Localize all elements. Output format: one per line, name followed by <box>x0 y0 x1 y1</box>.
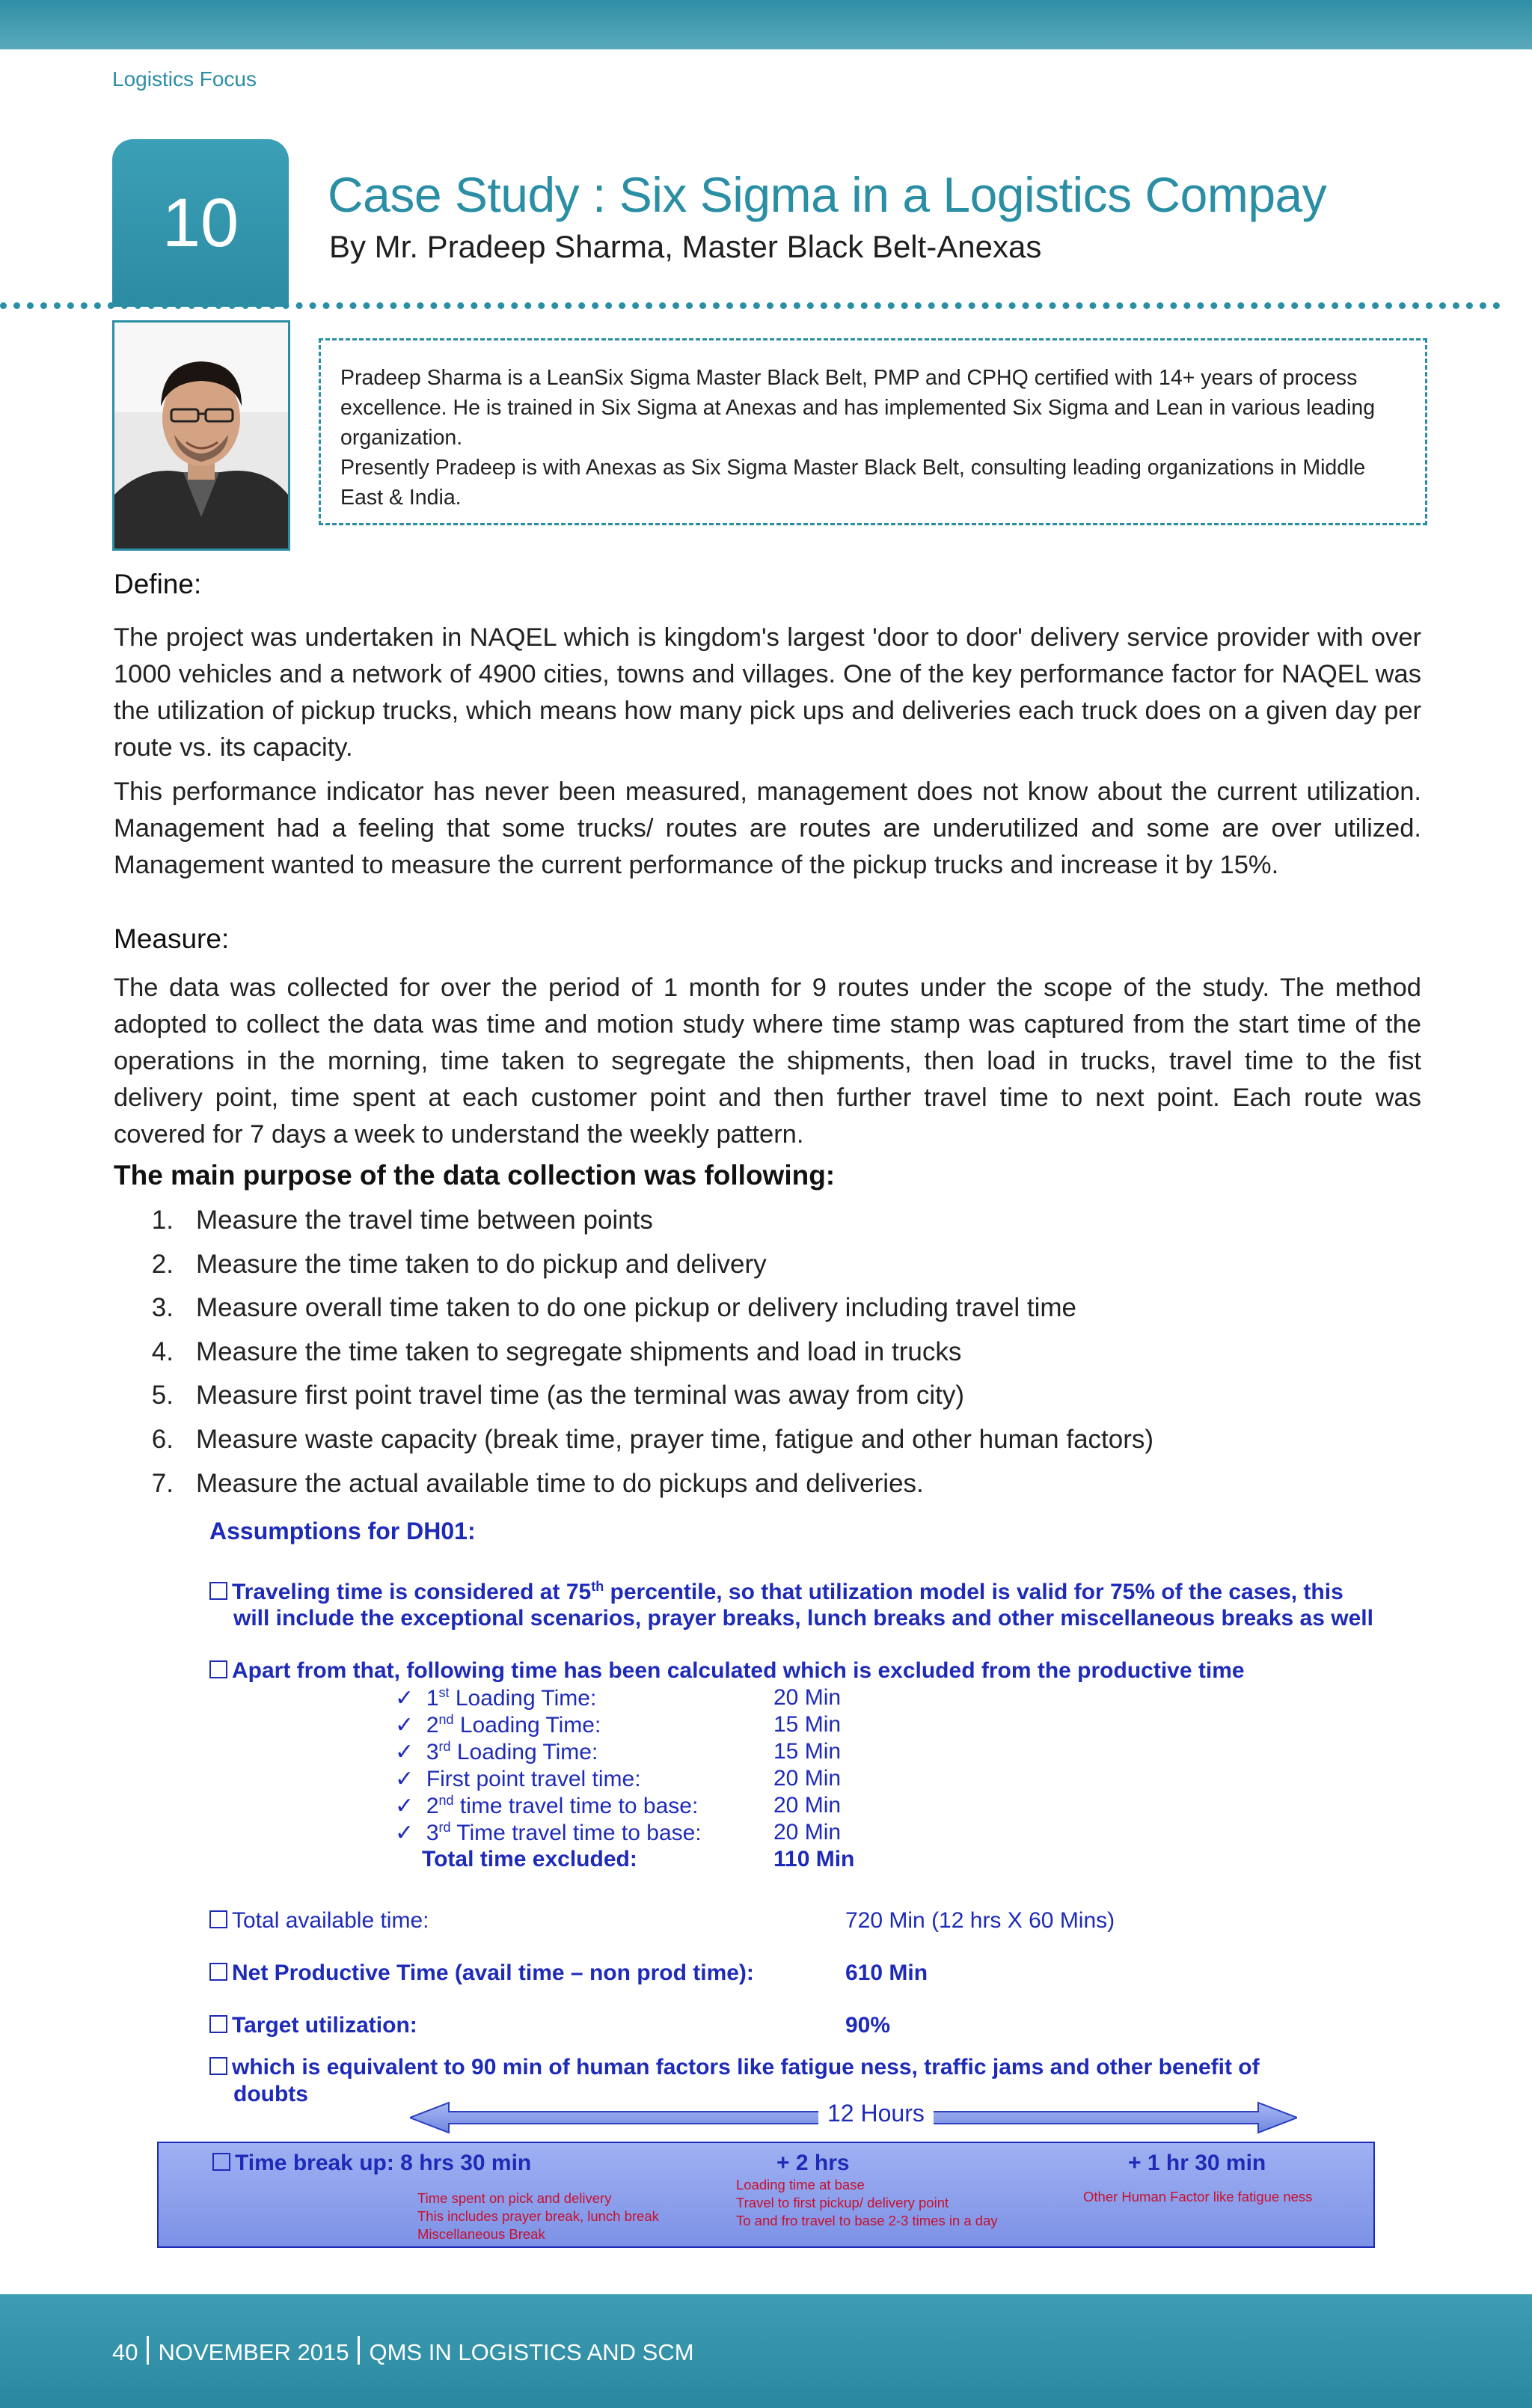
excluded-item: ✓ 1st Loading Time: <box>395 1685 597 1711</box>
author-photo <box>112 320 290 551</box>
equivalent-row <box>209 2055 1260 2080</box>
list-text: Measure the time taken to do pickup and delivery <box>196 1249 767 1279</box>
excluded-item-value: 20 Min <box>773 1766 842 1791</box>
row-label: Total available time: <box>232 1908 429 1933</box>
excluded-item-value: 15 Min <box>773 1739 842 1764</box>
list-number: 7. <box>151 1468 174 1498</box>
footer-separator <box>147 2336 149 2365</box>
excluded-item: ✓ First point travel time: <box>395 1767 641 1791</box>
checkbox-bullet-icon <box>209 1963 227 1981</box>
list-text: Measure waste capacity (break time, prayer time, fatigue and other human factors) <box>196 1424 1154 1454</box>
breakup-label-row <box>212 2151 531 2176</box>
list-item <box>114 1243 1153 1287</box>
article-byline: By Mr. Pradeep Sharma, Master Black Belt-Anexas <box>329 229 1042 264</box>
list-text: Measure overall time taken to do one pickup or delivery including travel time <box>196 1293 1076 1323</box>
measure-heading: Measure: <box>114 923 230 954</box>
checkbox-bullet-icon <box>209 1660 227 1678</box>
note-mid-line: To and fro travel to base 2-3 times in a day <box>736 2213 998 2228</box>
list-item <box>114 1462 1153 1506</box>
check-icon: ✓ <box>395 1686 414 1711</box>
checkbox-bullet-icon <box>209 1582 227 1600</box>
bio-paragraph: Pradeep Sharma is a LeanSix Sigma Master Black Belt, PMP and CPHQ certified with 14+ years of process excellence. He is trained in Six Sigma at Anexas and has implemented Six Sigma and Lean in various leading organization. <box>340 366 1376 450</box>
slide-title: Assumptions for DH01: <box>209 1518 476 1544</box>
checkbox-bullet-icon <box>209 2015 227 2033</box>
section-name: QMS IN LOGISTICS AND SCM <box>369 2339 694 2365</box>
checkbox-bullet-icon <box>212 2153 230 2171</box>
article-number-tab: 10 <box>112 139 289 307</box>
equivalent-row-continuation: doubts <box>233 2082 308 2106</box>
checkbox-bullet-icon <box>209 2057 227 2075</box>
list-text: Measure the actual available time to do pickups and deliveries. <box>196 1468 924 1498</box>
list-number: 3. <box>151 1293 174 1323</box>
bullet-text: Traveling time is considered at 75 <box>232 1580 592 1604</box>
slide-bullet-traveling-time <box>209 1579 1343 1605</box>
bio-paragraph: Presently Pradeep is with Anexas as Six Sigma Master Black Belt, consulting leading organizations in Middle East & India. <box>340 456 1366 510</box>
list-number: 2. <box>151 1249 174 1279</box>
total-excluded-label: Total time excluded: <box>422 1847 637 1871</box>
row-label: which is equivalent to 90 min of human factors like fatigue ness, traffic jams and other benefit of <box>232 2055 1260 2080</box>
dotted-divider <box>0 302 1501 309</box>
check-icon: ✓ <box>395 1821 414 1845</box>
list-text: Measure first point travel time (as the terminal was away from city) <box>196 1381 964 1411</box>
checkbox-bullet-icon <box>209 1910 227 1928</box>
purpose-heading: The main purpose of the data collection was following: <box>114 1160 836 1191</box>
list-number: 6. <box>151 1424 174 1454</box>
note-left-line: Time spent on pick and delivery <box>417 2190 612 2206</box>
excluded-item-value: 20 Min <box>773 1685 842 1710</box>
list-number: 1. <box>151 1205 174 1235</box>
net-productive-value: 610 Min <box>845 1961 928 1985</box>
time-breakup-box <box>157 2142 1375 2248</box>
hours-label: 12 Hours <box>818 2100 934 2127</box>
excluded-item: ✓ 3rd Time travel time to base: <box>395 1820 702 1845</box>
note-right: Other Human Factor like fatigue ness <box>1083 2189 1313 2204</box>
author-portrait-graphic <box>114 323 288 548</box>
note-mid-line: Loading time at base <box>736 2177 865 2192</box>
bullet-text: Apart from that, following time has been calculated which is excluded from the productive time <box>232 1658 1245 1683</box>
issue-date: NOVEMBER 2015 <box>158 2339 349 2365</box>
target-utilization-row <box>209 2013 417 2038</box>
measure-paragraph: The data was collected for over the period of 1 month for 9 routes under the scope of the study. The method adopted to collect the data was time and motion study where time stamp was captured from the start time of the operations in the morning, time taken to segregate the shipments, then load in trucks, travel time to the fist delivery point, time spent at each customer point and then further travel time to next point. Each route was covered for 7 days a week to understand the weekly pattern. <box>114 974 1421 1149</box>
row-label: Net Productive Time (avail time – non prod time): <box>232 1961 754 1985</box>
define-paragraph-1: The project was undertaken in NAQEL which is kingdom's largest 'door to door' delivery service provider with over 1000 vehicles and a network of 4900 cities, towns and villages. One of the key performance factor for NAQEL was the utilization of pickup trucks, which means how many pick ups and deliveries each truck does on a given day per route vs. its capacity. <box>114 623 1421 762</box>
target-utilization-value: 90% <box>845 2013 891 2038</box>
excluded-item-value: 20 Min <box>773 1793 842 1818</box>
page-number: 40 <box>112 2339 138 2365</box>
breakup-mid: + 2 hrs <box>776 2151 850 2175</box>
list-item <box>114 1374 1153 1418</box>
list-item <box>114 1330 1153 1375</box>
list-number: 5. <box>151 1381 174 1411</box>
list-item <box>114 1418 1153 1462</box>
breakup-right: + 1 hr 30 min <box>1128 2151 1266 2175</box>
footer-separator <box>358 2336 360 2365</box>
excluded-item: ✓ 2nd Loading Time: <box>395 1712 601 1738</box>
breakup-label: Time break up: 8 hrs 30 min <box>235 2151 532 2175</box>
ordinal-suffix: th <box>591 1579 604 1594</box>
top-color-band <box>0 0 1532 49</box>
excluded-item-value: 20 Min <box>773 1820 842 1845</box>
total-excluded-value: 110 Min <box>773 1847 855 1871</box>
excluded-item: ✓ 3rd Loading Time: <box>395 1739 598 1764</box>
bullet-text: percentile, so that utilization model is valid for 75% of the cases, this <box>604 1580 1343 1604</box>
check-icon: ✓ <box>395 1767 414 1791</box>
total-available-row <box>209 1908 429 1934</box>
list-number: 4. <box>151 1336 174 1366</box>
bullet-continuation: will include the exceptional scenarios, prayer breaks, lunch breaks and other miscellaneous breaks as well <box>233 1606 1373 1631</box>
check-icon: ✓ <box>395 1713 414 1738</box>
list-item <box>114 1199 1153 1243</box>
excluded-item: ✓ 2nd time travel time to base: <box>395 1793 699 1818</box>
define-paragraph-2: This performance indicator has never been measured, management does not know about the current utilization. Management had a feeling that some trucks/ routes are routes are underutilized and some are over utilized. Management wanted to measure the current performance of the pickup trucks and increase it by 15%. <box>114 777 1421 879</box>
footer-text <box>112 2336 694 2366</box>
article-title: Case Study : Six Sigma in a Logistics Compay <box>328 167 1327 222</box>
check-icon: ✓ <box>395 1740 414 1764</box>
note-left-line: This includes prayer break, lunch break <box>417 2208 659 2224</box>
total-available-value: 720 Min (12 hrs X 60 Mins) <box>845 1908 1115 1933</box>
note-left-line: Miscellaneous Break <box>417 2226 545 2242</box>
define-heading: Define: <box>114 569 202 599</box>
author-bio-box <box>319 338 1427 525</box>
note-mid-line: Travel to first pickup/ delivery point <box>736 2195 949 2210</box>
row-label: Target utilization: <box>232 2013 417 2038</box>
list-item <box>114 1286 1153 1330</box>
net-productive-row <box>209 1961 754 1986</box>
check-icon: ✓ <box>395 1794 414 1818</box>
running-head: Logistics Focus <box>112 67 257 91</box>
list-text: Measure the time taken to segregate shipments and load in trucks <box>196 1336 962 1366</box>
purpose-list <box>114 1199 1153 1506</box>
excluded-item-value: 15 Min <box>773 1712 842 1737</box>
slide-bullet-excluded-time <box>209 1658 1245 1684</box>
list-text: Measure the travel time between points <box>196 1205 653 1235</box>
